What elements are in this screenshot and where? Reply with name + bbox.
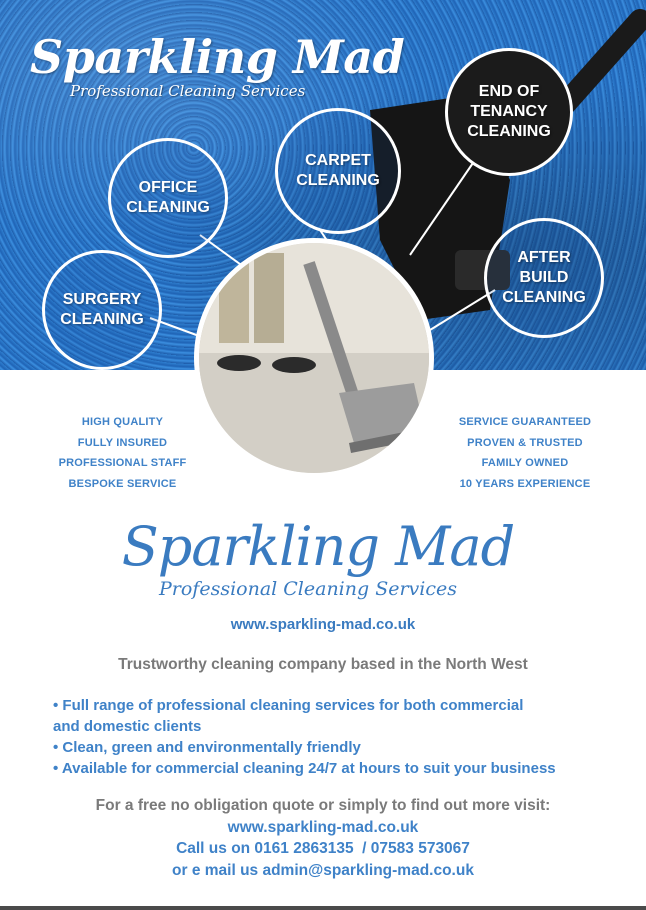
service-carpet-cleaning: CARPET CLEANING [275,108,401,234]
brand-name: Sparkling Mad [30,30,405,84]
bullet-item: • Clean, green and environmentally friendly [53,739,361,756]
bottom-border [0,906,646,910]
feature-item: 10 YEARS EXPERIENCE [459,477,591,490]
contact-block [0,795,646,881]
cta-website-link[interactable]: www.sparkling-mad.co.uk [227,818,419,836]
service-after-build: AFTER BUILD CLEANING [484,218,604,338]
carpet-cleaning-photo [194,238,434,478]
feature-item: SERVICE GUARANTEED [458,416,592,428]
features-left [40,412,205,494]
main-brand-name: Sparkling Mad [121,515,515,578]
service-bullets [53,695,623,779]
cleaning-photo-illustration [199,243,429,473]
service-surgery-cleaning: SURGERY CLEANING [42,250,162,370]
feature-item: BESPOKE SERVICE [68,477,177,490]
intro-text: Trustworthy cleaning company based in the North West [118,656,528,673]
feature-item: FAMILY OWNED [481,457,569,469]
bullet-item: • Available for commercial cleaning 24/7 at hours to suit your business [53,760,556,777]
brand-tagline: Professional Cleaning Services [70,82,306,100]
header-brand [30,30,404,100]
main-brand-tagline: Professional Cleaning Services [158,578,457,600]
bullet-item: • Full range of professional cleaning services for both commercial and domestic clients [53,697,524,735]
feature-item: PROFESSIONAL STAFF [58,457,187,469]
cta-email[interactable]: or e mail us admin@sparkling-mad.co.uk [172,861,474,879]
feature-item: FULLY INSURED [77,436,168,449]
website-link[interactable]: www.sparkling-mad.co.uk [230,616,416,633]
service-office-cleaning: OFFICE CLEANING [108,138,228,258]
feature-item: PROVEN & TRUSTED [467,436,583,449]
feature-item: HIGH QUALITY [81,416,164,428]
main-brand [0,515,646,600]
service-end-of-tenancy: END OF TENANCY CLEANING [445,48,573,176]
cta-phone[interactable]: Call us on 0161 2863135 / 07583 573067 [176,840,470,857]
features-right [440,412,610,494]
cta-text: For a free no obligation quote or simply to find out more visit: [95,797,551,814]
